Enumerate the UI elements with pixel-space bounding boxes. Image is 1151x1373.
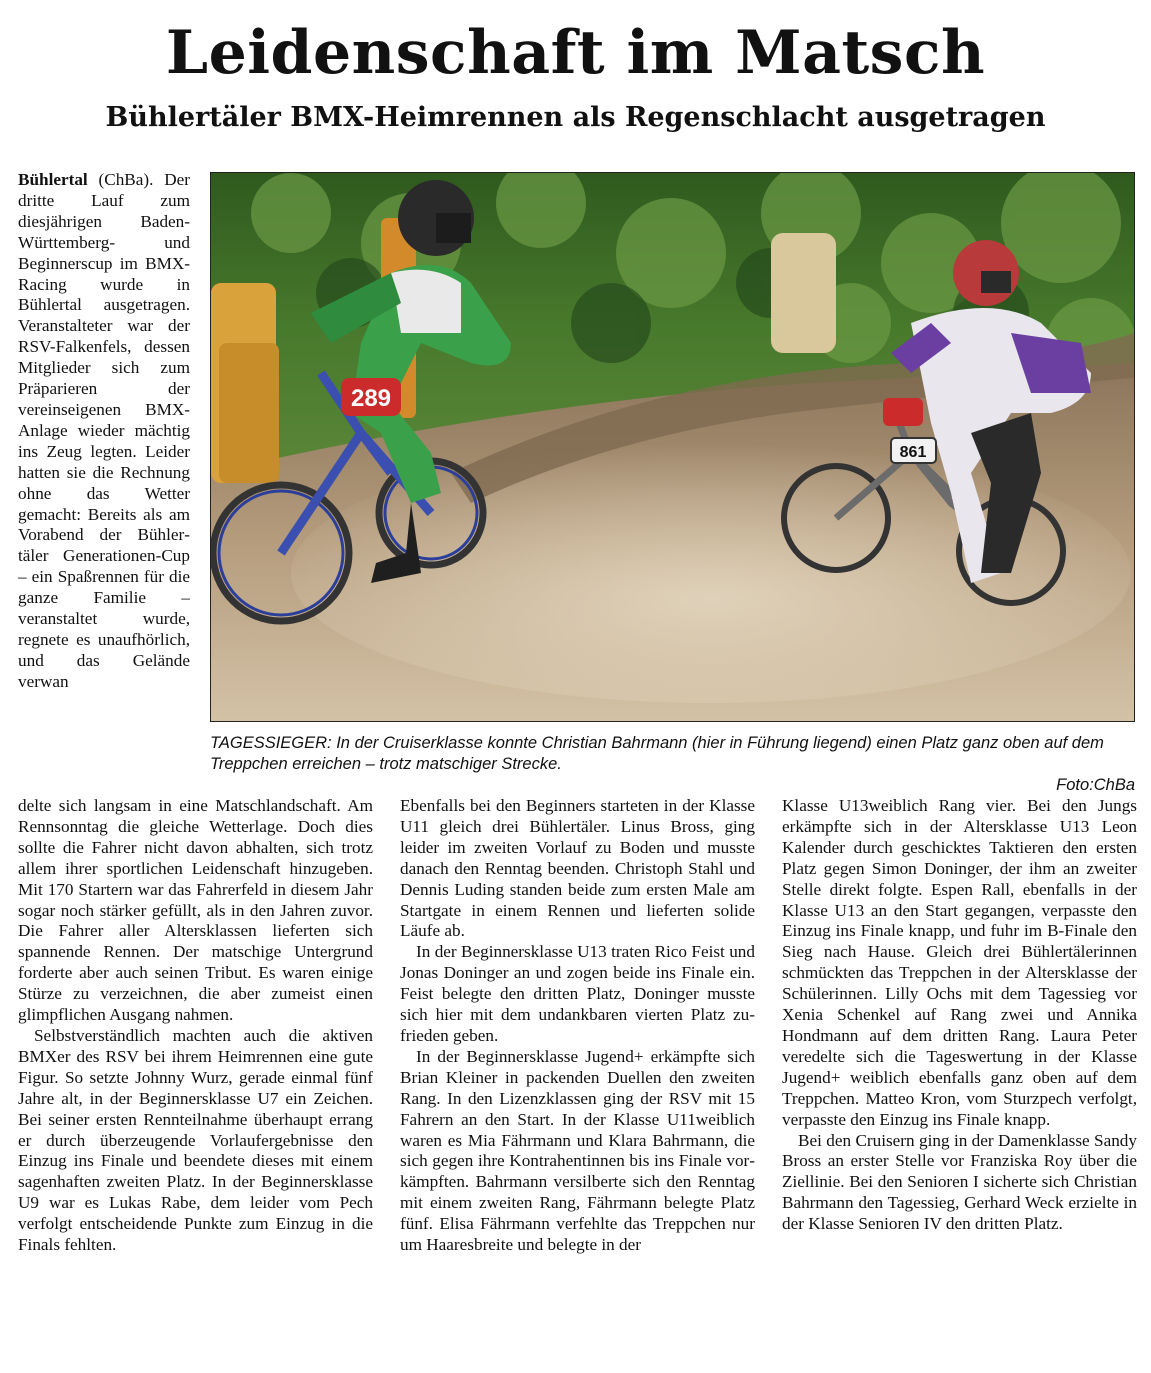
column-3-paragraph-2: Bei den Cruisern ging in der Damenklasse Sandy Bross an erster Stelle vor Franziska Roy über die Ziellinie. Bei den Senioren I sicherte sich Christian Bahrmann den Tagessieg, Gerhard Weck erzielte in der Klasse Senioren IV den dritten Platz. xyxy=(782,1130,1137,1234)
column-3 xyxy=(782,796,1137,1235)
column-2 xyxy=(400,796,755,1256)
dateline: Bühlertal xyxy=(18,170,88,189)
race-photo xyxy=(210,172,1135,722)
column-1-paragraph-1: delte sich langsam in eine Matschlandschaft. Am Rennsonntag die gleiche Wetterlage. Doch dies sollte die Fahrer nicht davon abhalten, sich trotz allem ihrer sportlichen Leidenschaft hinzugeben. Mit 170 Startern war das Fahrerfeld in diesem Jahr sogar noch stärker gefüllt, als in den Jahren zuvor. Die Fahrer aller Altersklassen lieferten sich spannende Rennen. Der matschige Untergrund forderte aber auch seinen Tribut. Es waren einige Stürze zu verzeichnen, die aber zumeist einen glimpflichen Ausgang nahmen. xyxy=(18,796,373,1025)
intro-paragraph xyxy=(18,170,190,693)
photo-caption xyxy=(210,733,1135,796)
headline: Leidenschaft im Matsch xyxy=(165,18,986,88)
dateline-author: (ChBa). xyxy=(87,170,154,189)
intro-text: Der dritte Lauf zum diesjährigen Baden-Württemberg- und Beginnerscup im BMX-Racing wurde in Bühlertal ausgetragen. Veranstalteter war der RSV-Falkenfels, dessen Mitglieder sich zum Präparieren der vereinseigenen BMX-Anlage wieder mächtig ins Zeug legten. Leider hatten sie die Rechnung ohne das Wetter gemacht: Bereits als am Vorabend der Bühlertäler Generationen-Cup – ein Spaßrennen für die ganze Familie – veranstaltet wurde, regnete es unaufhörlich, und das Gelände verwan xyxy=(18,170,190,691)
rider-2-plate: 861 xyxy=(899,444,927,461)
subheadline: Bühlertäler BMX-Heimrennen als Regenschlacht ausgetragen xyxy=(105,102,1046,133)
rider-1-plate: 289 xyxy=(350,385,392,412)
column-3-paragraph-1: Klasse U13weiblich Rang vier. Bei den Jungs erkämpfte sich in der Altersklasse U13 Leon Kalender durch geschicktes Taktieren den ersten Platz gegen Simon Doninger, der ihm an zweiter Stelle direkt folgte. Espen Rall, ebenfalls in der Klasse U13 an den Start gegangen, verpasste den Einzug ins Finale knapp, und fuhr im B-Finale den Sieg nach Hause. Gleich drei Bühlertälerinnen schmückten das Treppchen in der Altersklasse der Schülerinnen. Lilly Ochs mit dem Tagessieg vor Xenia Schenkel auf Rang zwei und Annika Hondmann auf dem dritten Rang. Laura Peter veredelte sich die Tageswertung in der Klasse Jugend+ weiblich ebenfalls ganz oben auf dem Treppchen. Matteo Kron, vom Sturzpech verfolgt, verpasste den Einzug ins Finale knapp. xyxy=(782,796,1137,1129)
caption-text: TAGESSIEGER: In der Cruiserklasse konnte Christian Bahrmann (hier in Führung liegend) einen Platz ganz oben auf dem Treppchen erreichen – trotz matschiger Strecke. xyxy=(210,734,1104,773)
column-2-paragraph-2: In der Beginnersklasse U13 traten Rico Feist und Jonas Doninger an und zogen beide ins Finale ein. Feist belegte den dritten Platz, Doninger musste sich hier mit dem undankbaren vierten Platz zufrieden geben. xyxy=(400,942,755,1045)
column-2-paragraph-3: In der Beginnersklasse Jugend+ erkämpfte sich Brian Kleiner in packenden Duellen den zweiten Rang. In den Lizenzklassen ging der RSV mit 15 Fahrern an den Start. In der Klasse U11weiblich waren es Mia Fährmann und Klara Bahrmann, die sich gegen ihre Kontrahentinnen bis ins Finale vorkämpften. Bahrmann versilberte sich den Renntag mit einem zweiten Rang, Fährmann belegte Platz fünf. Elisa Fährmann verfehlte das Treppchen nur um Haaresbreite und belegte in der xyxy=(400,1046,755,1255)
column-2-paragraph-1: Ebenfalls bei den Beginners starteten in der Klasse U11 gleich drei Bühlertäler. Linus Bross, ging leider im zweiten Vorlauf zu Boden und musste danach den Renntag beenden. Christoph Stahl und Dennis Luding standen beide zum ersten Male am Startgate in einem Rennen und lieferten solide Läufe ab. xyxy=(400,796,755,941)
intro-column xyxy=(18,170,190,693)
photo-credit: Foto:ChBa xyxy=(1056,776,1135,794)
column-1 xyxy=(18,796,373,1256)
column-1-paragraph-2: Selbstverständlich machten auch die aktiven BMXer des RSV bei ihrem Heimrennen eine gute Figur. So setzte Johnny Wurz, gerade einmal fünf Jahre alt, in der Beginnersklasse U7 ein Zeichen. Bei seiner ersten Rennteilnahme überhaupt errang er durch überzeugende Vorlaufergebnisse den Einzug ins Finale und beendete dieses mit einem sagenhaften zweiten Platz. In der Beginnersklasse U9 war es Lukas Rabe, dem leider vom Pech verfolgt entscheidende Punkte zum Einzug in die Finals fehlten. xyxy=(18,1025,373,1255)
